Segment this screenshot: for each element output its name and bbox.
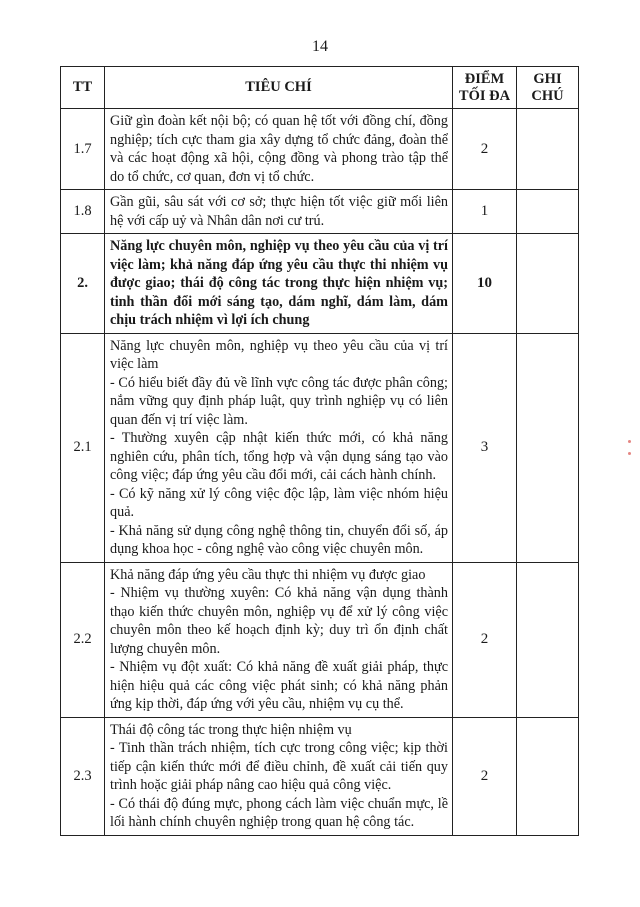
criteria-line: Năng lực chuyên môn, nghiệp vụ theo yêu cầu của vị trí việc làm; khả năng đáp ứng yêu cầu thực thi nhiệm vụ được giao; thái độ công tác trong thực hiện nhiệm vụ; tinh thần đổi mới sáng tạo, dám nghĩ, dám làm, dám chịu trách nhiệm vì lợi ích chung [110,238,448,328]
table-row [61,333,579,562]
row-number: 2.2 [61,562,105,717]
criteria-text [105,190,453,234]
row-number: 2.1 [61,333,105,562]
header-note-line: CHÚ [531,87,564,104]
note-cell [517,562,579,717]
table-row [61,109,579,190]
note-cell [517,234,579,334]
max-score: 2 [453,562,517,717]
criteria-line: - Tinh thần trách nhiệm, tích cực trong công việc; kịp thời tiếp cận kiến thức mới để điều chỉnh, đề xuất cải tiến quy trình hoặc giải pháp nâng cao hiệu quả công việc. [110,740,448,793]
criteria-line: - Nhiệm vụ thường xuyên: Có khả năng vận dụng thành thạo kiến thức chuyên môn, nghiệp vụ để xử lý công việc chuyên môn theo kế hoạch định kỳ; duy trì ổn định chất lượng chuyên môn. [110,585,448,657]
criteria-line: - Có thái độ đúng mực, phong cách làm việc chuẩn mực, lề lối hành chính chuyên nghiệp trong quan hệ công tác. [110,795,448,830]
page-number: 14 [312,38,328,55]
max-score: 1 [453,190,517,234]
header-max-score-line: TỐI ĐA [458,87,511,104]
note-cell [517,190,579,234]
max-score: 2 [453,717,517,835]
table-row [61,562,579,717]
header-criteria: TIÊU CHÍ [105,67,453,109]
criteria-line: Năng lực chuyên môn, nghiệp vụ theo yêu cầu của vị trí việc làm [110,337,448,372]
note-cell [517,717,579,835]
criteria-text [105,333,453,562]
table-row [61,717,579,835]
criteria-text [105,562,453,717]
header-note [517,67,579,109]
max-score: 2 [453,109,517,190]
row-number: 2.3 [61,717,105,835]
header-tt: TT [61,67,105,109]
criteria-line: Thái độ công tác trong thực hiện nhiệm vụ [110,721,352,738]
header-max-score-line: ĐIỂM [464,70,505,87]
header-max-score [453,67,517,109]
criteria-line: - Có kỹ năng xử lý công việc độc lập, làm việc nhóm hiệu quả. [110,485,448,520]
table-header-row [61,67,579,109]
criteria-text [105,234,453,334]
criteria-line: Giữ gìn đoàn kết nội bộ; có quan hệ tốt với đồng chí, đồng nghiệp; tích cực tham gia xây dựng tổ chức đảng, đoàn thể và các hoạt động xã hội, cộng đồng và phong trào tập thể do tổ chức, cơ quan, đơn vị tổ chức. [110,113,448,185]
criteria-text [105,717,453,835]
table-row [61,190,579,234]
note-cell [517,109,579,190]
max-score: 10 [453,234,517,334]
header-note-line: GHI [533,70,562,87]
note-cell [517,333,579,562]
row-number: 2. [61,234,105,334]
row-number: 1.8 [61,190,105,234]
criteria-text [105,109,453,190]
table-row [61,234,579,334]
margin-mark [628,452,631,455]
criteria-line: Gần gũi, sâu sát với cơ sở; thực hiện tốt việc giữ mối liên hệ với cấp uỷ và Nhân dân nơi cư trú. [110,194,448,229]
criteria-line: - Thường xuyên cập nhật kiến thức mới, có khả năng nghiên cứu, phân tích, tổng hợp và vận dụng sáng tạo vào công việc; đáp ứng yêu cầu đổi mới, cải cách hành chính. [110,430,448,483]
criteria-line: - Khả năng sử dụng công nghệ thông tin, chuyển đổi số, áp dụng khoa học - công nghệ vào công việc chuyên môn. [110,522,448,557]
margin-mark [628,440,631,443]
criteria-line: Khả năng đáp ứng yêu cầu thực thi nhiệm vụ được giao [110,566,426,583]
row-number: 1.7 [61,109,105,190]
criteria-table [60,66,579,836]
criteria-line: - Có hiểu biết đầy đủ về lĩnh vực công tác được phân công; nắm vững quy định pháp luật, quy trình nghiệp vụ có liên quan đến vị trí việc làm. [110,374,448,428]
max-score: 3 [453,333,517,562]
criteria-line: - Nhiệm vụ đột xuất: Có khả năng đề xuất giải pháp, thực hiện hiệu quả các công việc phát sinh; có khả năng phản ứng kịp thời, đáp ứng với yêu cầu, nhiệm vụ cụ thể. [110,659,448,712]
